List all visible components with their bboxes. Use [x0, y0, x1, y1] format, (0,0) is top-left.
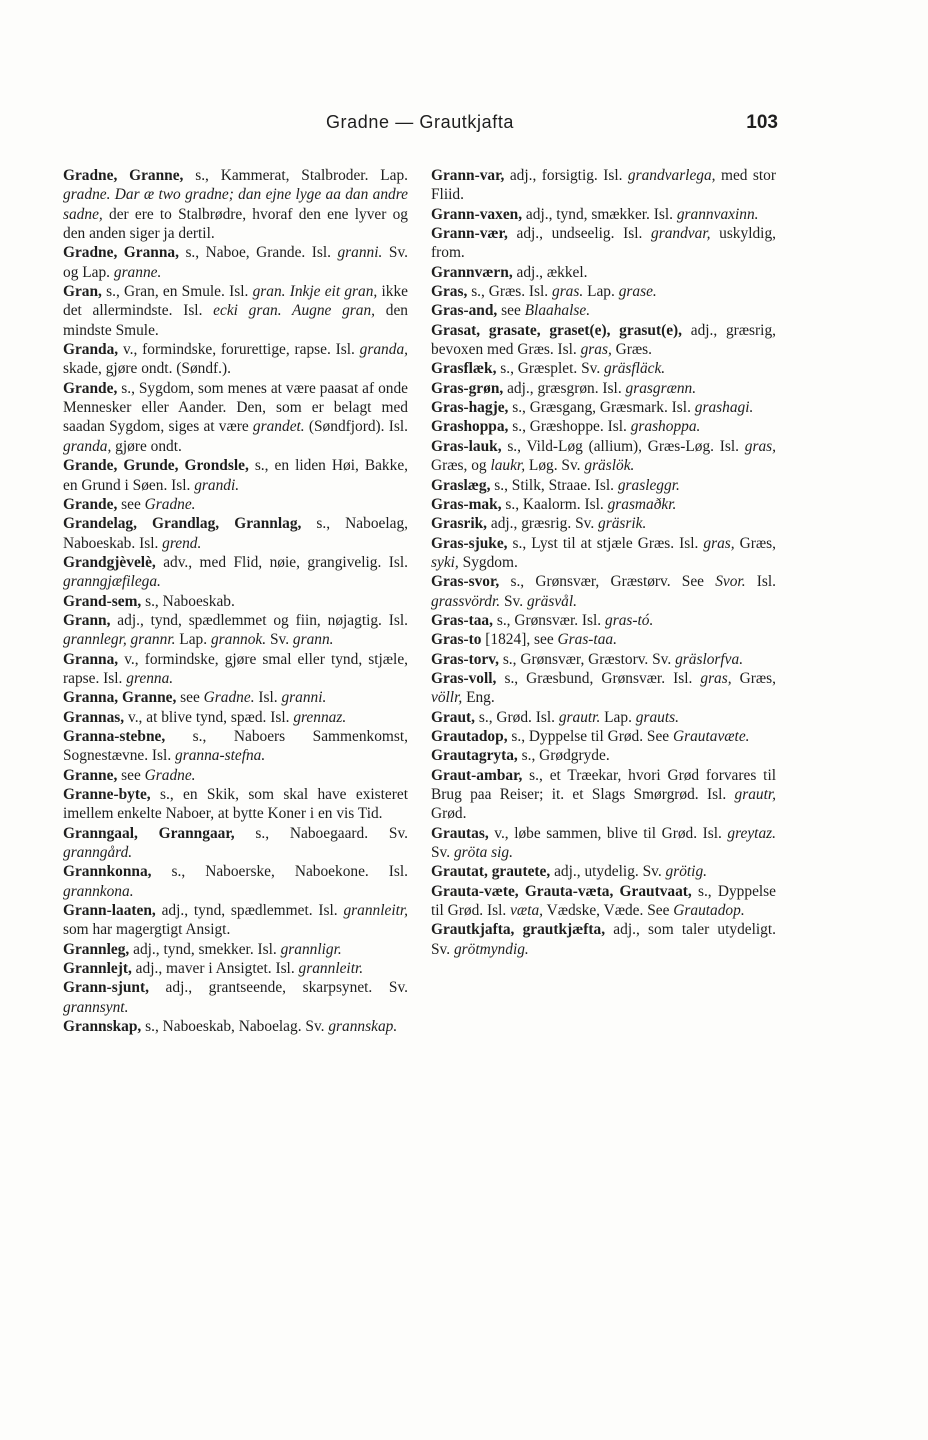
entry-text: Sv. og Lap.	[63, 244, 408, 281]
italic-form: gräsfläck.	[604, 360, 666, 378]
dictionary-entry	[431, 572, 776, 611]
italic-form: grandvar,	[651, 225, 711, 243]
italic-form: greytaz.	[727, 824, 776, 842]
headword: Gras-torv,	[431, 650, 499, 668]
italic-form: Gras-taa.	[557, 631, 617, 649]
entry-text: see	[497, 302, 525, 320]
headword: Graut,	[431, 708, 476, 726]
left-column	[63, 166, 408, 1036]
headword: Grand-sem,	[63, 592, 142, 610]
italic-form: granne.	[113, 263, 162, 281]
headword: Gradne, Granna,	[63, 244, 179, 262]
entry-text: s., Kaalorm. Isl.	[501, 495, 608, 513]
entry-text: s., Dyppelse til Grød. Isl.	[431, 882, 776, 920]
italic-form: grannvaxinn.	[676, 205, 759, 223]
entry-text: adj., undseelig. Isl.	[507, 225, 652, 243]
italic-form: gras,	[703, 534, 735, 552]
italic-form: Grautadop.	[673, 902, 745, 920]
entry-text: adj., tynd, spædlemmet. Isl.	[155, 902, 344, 920]
headword: Grautagryta,	[431, 747, 518, 765]
dictionary-entry	[63, 611, 408, 650]
entry-text: med stor Fliid.	[431, 167, 776, 204]
dictionary-entry	[63, 688, 408, 707]
headword: Grannkonna,	[63, 863, 152, 881]
headword: Gras-to	[431, 631, 482, 649]
dictionary-entry	[63, 514, 408, 553]
entry-text: s., Naboeskab, Naboelag. Sv.	[141, 1018, 329, 1036]
entry-text: Lap.	[175, 631, 211, 649]
entry-text: v., at blive tynd, spæd. Isl.	[124, 708, 294, 726]
entry-text: s., Græsgang, Græsmark. Isl.	[508, 399, 695, 417]
headword: Grautat, grautete,	[431, 863, 551, 881]
entry-text: adv., med Flid, nøie, grangivelig. Isl.	[155, 553, 408, 571]
entry-text: s., et Træekar, hvori Grød forvares til Brug paa Reiser; it. et Slags Smørgrød. Isl.	[431, 766, 776, 803]
dictionary-entry	[431, 476, 776, 495]
entry-text: adj., tynd, smekker. Isl.	[129, 940, 281, 958]
entry-text: som har magergtigt Ansigt.	[63, 921, 231, 939]
dictionary-entry	[431, 611, 776, 630]
entry-text: adj., tynd, spædlemmet og fiin, nøjagtig. Isl.	[110, 611, 408, 629]
entry-text: Sygdom.	[458, 553, 518, 571]
headword: Grande,	[63, 379, 118, 397]
entry-text: adj., tynd, smækker. Isl.	[522, 205, 677, 223]
headword: Granda,	[63, 341, 119, 359]
entry-text: s., Naboeskab.	[141, 592, 235, 610]
headword: Grasrik,	[431, 515, 488, 533]
entry-text: Græs.	[611, 341, 653, 359]
dictionary-entry	[431, 301, 776, 320]
italic-form: gras-tó.	[605, 611, 654, 629]
italic-form: Grautavæte.	[672, 727, 750, 745]
headword: Graut-ambar,	[431, 766, 523, 784]
italic-form: grann.	[292, 631, 334, 649]
entry-text: s., Dyppelse til Grød. See	[507, 727, 673, 745]
dictionary-entry	[63, 766, 408, 785]
headword: Grautas,	[431, 824, 489, 842]
headword: Gras-sjuke,	[431, 534, 508, 552]
entry-text: der ere to Stalbrødre, hvoraf den ene lyver og den anden siger ja dertil.	[63, 205, 408, 243]
dictionary-entry	[63, 456, 408, 495]
italic-form: syki,	[431, 553, 459, 571]
dictionary-entry	[431, 166, 776, 205]
headword: Grannlejt,	[63, 960, 132, 978]
italic-form: grenna.	[126, 669, 174, 687]
entry-text: s., Græsplet. Sv.	[496, 360, 605, 378]
italic-form: gräsrik.	[598, 515, 647, 533]
italic-form: grannlegr, grannr.	[63, 631, 176, 649]
dictionary-entry	[63, 340, 408, 379]
italic-form: granda,	[63, 437, 112, 455]
italic-form: grannleitr.	[298, 960, 364, 978]
italic-form: granda,	[359, 341, 408, 359]
entry-text: Løg. Sv.	[525, 457, 585, 475]
italic-form: grasgrænn.	[625, 379, 697, 397]
dictionary-entry	[63, 495, 408, 514]
entry-text: gjøre ondt.	[111, 437, 182, 455]
headword: Gran,	[63, 283, 102, 301]
headword: Grandelag, Grandlag, Grannlag,	[63, 515, 302, 533]
italic-form: grautr,	[734, 786, 776, 803]
headword: Grande,	[63, 495, 118, 513]
italic-form: grandet.	[252, 418, 305, 436]
italic-form: laukr,	[490, 457, 526, 475]
headword: Gradne, Granne,	[63, 167, 184, 184]
running-title: Gradne — Grautkjafta	[325, 112, 515, 132]
italic-form: grashoppa.	[630, 418, 701, 436]
dictionary-entry	[431, 321, 776, 360]
italic-form: grennaz.	[293, 708, 347, 726]
headword: Granne,	[63, 766, 118, 784]
entry-text: s., Lyst til at stjæle Græs. Isl.	[507, 534, 704, 552]
italic-form: gras,	[580, 341, 612, 359]
entry-text: uskyldig, from.	[431, 225, 776, 262]
italic-form: grannsynt.	[63, 998, 129, 1016]
italic-form: granngård.	[63, 844, 133, 862]
entry-text: adj., græsrig. Sv.	[487, 515, 599, 533]
dictionary-entry	[63, 824, 408, 863]
headword: Gras-voll,	[431, 669, 497, 687]
italic-form: grannleitr,	[343, 902, 408, 920]
entry-text: see	[117, 766, 145, 784]
headword: Grann-laaten,	[63, 902, 156, 920]
entry-text: s., Gran, en Smule. Isl.	[101, 283, 253, 301]
entry-text: Græs,	[731, 669, 776, 687]
dictionary-entry	[431, 514, 776, 533]
headword: Grautadop,	[431, 727, 508, 745]
dictionary-entry	[63, 243, 408, 282]
headword: Graslæg,	[431, 476, 491, 494]
italic-form: grautr.	[558, 708, 601, 726]
headword: Granne-byte,	[63, 786, 151, 803]
headword: Grann-vær,	[431, 225, 508, 243]
right-column	[431, 166, 776, 959]
entry-text: adj., grantseende, skarpsynet. Sv.	[148, 979, 408, 997]
headword: Grannværn,	[431, 263, 513, 281]
headword: Gras-taa,	[431, 611, 493, 629]
dictionary-entry	[63, 553, 408, 592]
italic-form: ecki gran. Augne gran,	[213, 302, 376, 320]
dictionary-entry	[63, 379, 408, 456]
dictionary-entry	[431, 669, 776, 708]
dictionary-entry	[431, 630, 776, 649]
italic-form: gräslök.	[584, 457, 635, 475]
italic-form: gräsvål.	[526, 592, 577, 610]
dictionary-entry	[431, 650, 776, 669]
entry-text: Isl.	[745, 573, 776, 591]
entry-text: see	[117, 495, 145, 513]
headword: Gras-and,	[431, 302, 498, 320]
entry-text: Lap.	[583, 283, 619, 301]
entry-text: see	[176, 689, 204, 707]
dictionary-entry	[63, 166, 408, 243]
dictionary-entry	[63, 592, 408, 611]
italic-form: gran. Inkje eit gran,	[252, 283, 378, 301]
entry-text: Eng.	[462, 689, 495, 707]
headword: Grannskap,	[63, 1018, 142, 1036]
italic-form: gradne. Dar æ two gradne; dan ejne lyge aa dan andre sadne,	[63, 186, 408, 223]
italic-form: Gradne.	[144, 495, 196, 513]
dictionary-entry	[431, 205, 776, 224]
entry-text: adj., ækkel.	[512, 263, 588, 281]
entry-text: s., Grødgryde.	[517, 747, 610, 765]
entry-text: s., Græshoppe. Isl.	[508, 418, 631, 436]
dictionary-entry	[431, 824, 776, 863]
italic-form: grannok.	[210, 631, 267, 649]
entry-text: Vædske, Væde. See	[543, 902, 674, 920]
headword: Granna,	[63, 650, 119, 668]
entry-text: s., en liden Høi, Bakke, en Grund i Søen. Isl.	[63, 457, 409, 494]
dictionary-entry	[63, 282, 408, 340]
headword: Grann,	[63, 611, 111, 629]
headword: Grauta-væte, Grauta-væta, Grautvaat,	[431, 882, 692, 900]
dictionary-entry	[63, 940, 408, 959]
italic-form: væta,	[510, 902, 544, 920]
italic-form: grannligr.	[280, 940, 342, 958]
entry-text: [1824], see	[481, 631, 558, 649]
entry-text: s., Stilk, Straae. Isl.	[490, 476, 618, 494]
dictionary-entry	[431, 534, 776, 573]
entry-text: s., Grønsvær. Isl.	[492, 611, 606, 629]
entry-text: skade, gjøre ondt. (Søndf.).	[63, 360, 231, 378]
headword: Gras-svor,	[431, 573, 500, 591]
italic-form: grend.	[162, 534, 202, 552]
italic-form: grase.	[618, 283, 657, 301]
italic-form: granni.	[281, 689, 327, 707]
headword: Grannas,	[63, 708, 125, 726]
italic-form: granngjæfilega.	[63, 573, 161, 591]
dictionary-entry	[63, 785, 408, 824]
dictionary-entry	[63, 862, 408, 901]
entry-text: adj., græsgrøn. Isl.	[503, 379, 626, 397]
headword: Gras-grøn,	[431, 379, 504, 397]
italic-form: gräslorfva.	[675, 650, 744, 668]
entry-text: s., Naboelag, Naboeskab. Isl.	[63, 515, 408, 552]
headword: Grandgjèvelè,	[63, 553, 156, 571]
headword: Grasflæk,	[431, 360, 497, 378]
entry-text: s., Vild-Løg (allium), Græs-Løg. Isl.	[501, 437, 745, 455]
dictionary-entry	[431, 727, 776, 746]
italic-form: Blaahalse.	[524, 302, 591, 320]
dictionary-entry	[431, 766, 776, 824]
dictionary-entry	[431, 379, 776, 398]
entry-text: (Søndfjord). Isl.	[304, 418, 408, 436]
entry-text: adj., utydelig. Sv.	[550, 863, 666, 881]
italic-form: Svor.	[715, 573, 746, 591]
entry-text: s., Naboegaard. Sv.	[234, 824, 408, 842]
entry-text: Sv.	[500, 592, 527, 610]
headword: Grann-sjunt,	[63, 979, 149, 997]
dictionary-entry	[431, 746, 776, 765]
dictionary-entry	[63, 1017, 408, 1036]
page-header	[62, 112, 778, 138]
entry-text: s., Grønsvær, Græstørv. See	[499, 573, 716, 591]
entry-text: Sv.	[266, 631, 293, 649]
dictionary-entry	[63, 978, 408, 1017]
dictionary-entry	[431, 282, 776, 301]
dictionary-entry	[431, 862, 776, 881]
entry-text: s., en Skik, som skal have existeret imellem enkelte Naboer, at bytte Koner i en vis Tid.	[63, 786, 408, 823]
headword: Grann-vaxen,	[431, 205, 523, 223]
page-number: 103	[746, 112, 778, 133]
entry-text: adj., græsrig, bevoxen med Græs. Isl.	[431, 321, 776, 359]
headword: Grautkjafta, grautkjæfta,	[431, 921, 606, 939]
entry-text: s., Kammerat, Stalbroder. Lap.	[183, 167, 408, 184]
entry-text: s., Sygdom, som menes at være paasat af onde Mennesker eller Aander. Den, som er belagt med saadan Sygdom, siges at være	[63, 379, 408, 436]
dictionary-entry	[63, 708, 408, 727]
dictionary-entry	[431, 263, 776, 282]
entry-text: den mindste Smule.	[63, 302, 408, 339]
entry-text: Sv.	[431, 844, 454, 862]
italic-form: grauts.	[635, 708, 679, 726]
italic-form: gras,	[744, 437, 776, 455]
dictionary-entry	[431, 398, 776, 417]
dictionary-entry	[63, 959, 408, 978]
dictionary-entry	[431, 708, 776, 727]
italic-form: grashagi.	[694, 399, 754, 417]
italic-form: grannkona.	[63, 882, 134, 900]
italic-form: grannskap.	[328, 1018, 398, 1036]
italic-form: grassvördr.	[431, 592, 501, 610]
dictionary-entry	[431, 920, 776, 959]
dictionary-entry	[431, 417, 776, 436]
entry-text: s., Græs. Isl.	[467, 283, 552, 301]
headword: Granna-stebne,	[63, 727, 166, 745]
entry-text: Lap.	[600, 708, 636, 726]
entry-text: ikke det allermindste. Isl.	[63, 283, 408, 320]
headword: Gras-hagje,	[431, 399, 509, 417]
italic-form: grasmaðkr.	[607, 495, 677, 513]
headword: Granna, Granne,	[63, 689, 177, 707]
entry-text: s., Grød. Isl.	[475, 708, 559, 726]
italic-form: gröta sig.	[453, 844, 513, 862]
italic-form: grasleggr.	[617, 476, 680, 494]
entry-text: s., Naboe, Grande. Isl.	[178, 244, 338, 262]
dictionary-entry	[431, 224, 776, 263]
italic-form: Gradne.	[144, 766, 196, 784]
headword: Gras,	[431, 283, 468, 301]
dictionary-entry	[63, 727, 408, 766]
italic-form: gras,	[700, 669, 732, 687]
headword: Grann-var,	[431, 167, 505, 184]
entry-text: Græs, og	[431, 457, 491, 475]
headword: Grashoppa,	[431, 418, 509, 436]
entry-text: Grød.	[431, 805, 467, 823]
italic-form: grandi.	[194, 476, 240, 494]
italic-form: grötig.	[665, 863, 708, 881]
headword: Gras-lauk,	[431, 437, 502, 455]
headword: Granngaal, Granngaar,	[63, 824, 235, 842]
dictionary-entry	[431, 495, 776, 514]
entry-text: s., Græsbund, Grønsvær. Isl.	[496, 669, 701, 687]
headword: Gras-mak,	[431, 495, 502, 513]
dictionary-entry	[431, 437, 776, 476]
dictionary-entry	[431, 359, 776, 378]
italic-form: granna-stefna.	[175, 747, 266, 765]
entry-text: Græs,	[734, 534, 776, 552]
entry-text: s., Grønsvær, Græstorv. Sv.	[498, 650, 676, 668]
entry-text: v., løbe sammen, blive til Grød. Isl.	[488, 824, 728, 842]
headword: Grasat, grasate, graset(e), grasut(e),	[431, 321, 682, 339]
italic-form: Gradne.	[203, 689, 255, 707]
headword: Grande, Grunde, Grondsle,	[63, 457, 249, 475]
italic-form: völlr,	[431, 689, 463, 707]
italic-form: granni.	[337, 244, 383, 262]
headword: Grannleg,	[63, 940, 130, 958]
italic-form: gras.	[552, 283, 584, 301]
entry-text: s., Naboerske, Naboekone. Isl.	[151, 863, 408, 881]
dictionary-entry	[63, 650, 408, 689]
italic-form: grandvarlega,	[627, 167, 716, 184]
dictionary-entry	[63, 901, 408, 940]
entry-text: v., formindske, forurettige, rapse. Isl.	[118, 341, 360, 359]
entry-text: adj., som taler utydeligt. Sv.	[431, 921, 777, 958]
dictionary-entry	[431, 882, 776, 921]
italic-form: grötmyndig.	[453, 940, 529, 958]
entry-text: adj., maver i Ansigtet. Isl.	[131, 960, 299, 978]
entry-text: adj., forsigtig. Isl.	[504, 167, 628, 184]
entry-text: Isl.	[254, 689, 282, 707]
entry-text: v., formindske, gjøre smal eller tynd, stjæle, rapse. Isl.	[63, 650, 408, 687]
entry-text: s., Naboers Sammenkomst, Sognestævne. Isl.	[63, 727, 408, 765]
